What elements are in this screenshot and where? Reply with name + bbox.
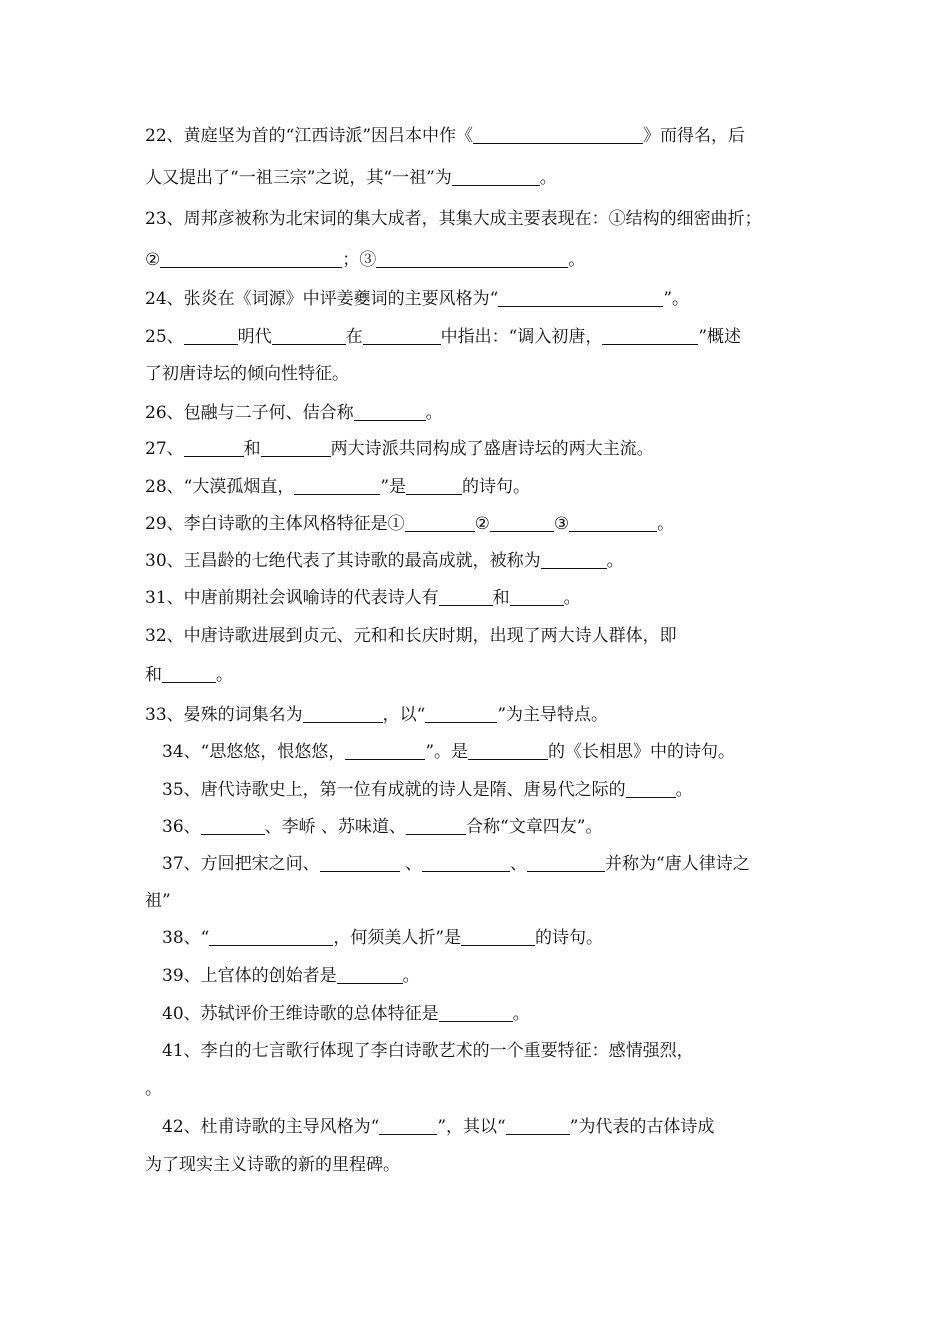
answer-blank[interactable] (379, 1116, 437, 1135)
question-text: 24、张炎在《词源》中评姜夔词的主要风格为“ (145, 289, 499, 309)
question-text: 。 (568, 250, 586, 270)
answer-blank[interactable] (461, 927, 535, 946)
answer-blank[interactable] (425, 704, 497, 723)
question-text: 人又提出了“一祖三宗”之说，其“一祖”为 (145, 168, 452, 188)
answer-blank[interactable] (345, 741, 425, 760)
question-text: 40、苏轼评价王维诗歌的总体特征是 (162, 1004, 439, 1024)
answer-blank[interactable] (506, 1116, 570, 1135)
question-text: 29、李白诗歌的主体风格特征是① (145, 514, 405, 534)
question-text: ，何须美人折”是 (333, 928, 462, 948)
question-text: 明代 (237, 327, 272, 347)
question-text: 。 (539, 168, 557, 188)
question-text: 。 (216, 665, 233, 685)
question-line-q36-1 (162, 815, 602, 839)
answer-blank[interactable] (261, 438, 331, 457)
question-line-q33-1 (145, 703, 608, 727)
question-text: 31、中唐前期社会讽喻诗的代表诗人有 (145, 588, 439, 608)
question-text: ”为主导特点。 (497, 705, 609, 725)
question-line-q31-1 (145, 586, 581, 610)
question-text: 36、 (162, 817, 201, 837)
question-text: 41、李白的七言歌行体现了李白诗歌艺术的一个重要特征：感情强烈， (162, 1041, 694, 1061)
question-line-q22-2 (145, 166, 557, 190)
question-text: 30、王昌龄的七绝代表了其诗歌的最高成就，被称为 (145, 551, 541, 571)
answer-blank[interactable] (468, 741, 548, 760)
question-text: 的诗句。 (535, 928, 604, 948)
question-text: 。 (402, 966, 420, 986)
answer-blank[interactable] (272, 326, 346, 345)
question-text: 。 (145, 1079, 162, 1099)
question-line-q37-1 (162, 852, 750, 876)
question-line-q29-1 (145, 512, 674, 536)
answer-blank[interactable] (184, 326, 238, 345)
question-line-q42-2 (145, 1153, 400, 1177)
answer-blank[interactable] (337, 965, 403, 984)
question-text: ”，其以“ (437, 1117, 506, 1137)
question-text: 。 (512, 1004, 530, 1024)
answer-blank[interactable] (498, 288, 663, 307)
question-line-q25-2 (145, 362, 349, 386)
question-text: ② (474, 514, 490, 534)
question-text: 的《长相思》中的诗句。 (548, 742, 736, 762)
question-line-q26-1 (145, 401, 443, 425)
question-text: 26、包融与二子何、佶合称 (145, 403, 354, 423)
question-text: 中指出：“调入初唐， (440, 327, 603, 347)
answer-blank[interactable] (201, 816, 265, 835)
question-line-q39-1 (162, 964, 420, 988)
question-text: ”。是 (425, 742, 469, 762)
answer-blank[interactable] (303, 704, 383, 723)
question-text: 和 (145, 665, 162, 685)
question-line-q27-1 (145, 437, 654, 461)
answer-blank[interactable] (406, 476, 462, 495)
answer-blank[interactable] (354, 402, 426, 421)
answer-blank[interactable] (184, 438, 244, 457)
question-text: ③ (553, 514, 570, 534)
question-text: ；③ (342, 250, 377, 270)
question-text: 32、中唐诗歌进展到贞元、元和和长庆时期，出现了两大诗人群体，即 (145, 626, 677, 646)
question-text: 了初唐诗坛的倾向性特征。 (145, 364, 349, 384)
question-text: 22、黄庭坚为首的“江西诗派”因吕本中作《 (145, 126, 474, 146)
answer-blank[interactable] (405, 513, 475, 532)
question-text: 和 (243, 439, 261, 459)
answer-blank[interactable] (473, 125, 643, 144)
question-text: 。 (563, 588, 581, 608)
question-text: ② (145, 250, 161, 270)
question-line-q23-2 (145, 248, 585, 272)
question-text: 39、上官体的创始者是 (162, 966, 337, 986)
question-text: 42、杜甫诗歌的主导风格为“ (162, 1117, 380, 1137)
question-text: 。 (606, 551, 624, 571)
question-text: 、 (399, 854, 423, 874)
question-text: 两大诗派共同构成了盛唐诗坛的两大主流。 (330, 439, 654, 459)
question-line-q41-2 (145, 1077, 162, 1101)
question-text: 和 (492, 588, 510, 608)
question-text: 37、方回把宋之问、 (162, 854, 320, 874)
question-line-q37-2 (145, 889, 171, 913)
question-line-q22-1 (145, 124, 745, 148)
question-text: 、 (510, 854, 528, 874)
question-line-q38-1 (162, 926, 603, 950)
question-text: 。 (675, 780, 693, 800)
answer-blank[interactable] (209, 927, 333, 946)
question-text: 28、“大漠孤烟直， (145, 477, 295, 497)
answer-blank[interactable] (162, 664, 216, 683)
answer-blank[interactable] (363, 326, 441, 345)
question-text: 23、周邦彦被称为北宋词的集大成者，其集大成主要表现在：①结构的细密曲折； (145, 209, 762, 229)
question-line-q40-1 (162, 1002, 530, 1026)
answer-blank[interactable] (439, 587, 493, 606)
answer-blank[interactable] (452, 167, 540, 186)
question-text: 。 (657, 514, 675, 534)
question-text: 的诗句。 (462, 477, 531, 497)
question-text: 25、 (145, 327, 184, 347)
question-line-q41-1 (162, 1039, 694, 1063)
answer-blank[interactable] (406, 816, 466, 835)
question-text: 并称为“唐人律诗之 (605, 854, 750, 874)
answer-blank[interactable] (294, 476, 380, 495)
question-text: 为了现实主义诗歌的新的里程碑。 (145, 1155, 400, 1175)
question-line-q24-1 (145, 287, 689, 311)
answer-blank[interactable] (602, 326, 698, 345)
question-line-q23-1 (145, 207, 762, 231)
question-line-q34-1 (162, 740, 735, 764)
question-text: 27、 (145, 439, 184, 459)
answer-blank[interactable] (626, 779, 676, 798)
question-text: 35、唐代诗歌史上，第一位有成就的诗人是隋、唐易代之际的 (162, 780, 626, 800)
answer-blank[interactable] (490, 513, 554, 532)
answer-blank[interactable] (569, 513, 657, 532)
question-line-q32-1 (145, 624, 677, 648)
question-text: ，以“ (382, 705, 426, 725)
answer-blank[interactable] (439, 1003, 513, 1022)
answer-blank[interactable] (527, 853, 605, 872)
question-line-q25-1 (145, 325, 741, 349)
answer-blank[interactable] (376, 249, 568, 268)
question-text: ”。 (663, 289, 690, 309)
question-text: 33、晏殊的词集名为 (145, 705, 303, 725)
question-text: 祖” (145, 891, 171, 911)
answer-blank[interactable] (510, 587, 564, 606)
question-text: 。 (425, 403, 443, 423)
question-text: ”概述 (698, 327, 742, 347)
question-text: ”为代表的古体诗成 (569, 1117, 715, 1137)
answer-blank[interactable] (320, 853, 400, 872)
question-text: 38、“ (162, 928, 210, 948)
question-text: 合称“文章四友”。 (466, 817, 603, 837)
answer-blank[interactable] (160, 249, 342, 268)
question-text: 34、“思悠悠，恨悠悠， (162, 742, 346, 762)
question-text: 在 (345, 327, 363, 347)
question-line-q28-1 (145, 475, 530, 499)
question-line-q42-1 (162, 1115, 714, 1139)
question-line-q35-1 (162, 778, 693, 802)
question-line-q30-1 (145, 549, 624, 573)
question-text: 、李峤 、苏味道、 (264, 817, 407, 837)
answer-blank[interactable] (422, 853, 510, 872)
question-text: ”是 (380, 477, 407, 497)
question-text: 》而得名，后 (643, 126, 746, 146)
answer-blank[interactable] (541, 550, 607, 569)
question-line-q32-2 (145, 663, 233, 687)
